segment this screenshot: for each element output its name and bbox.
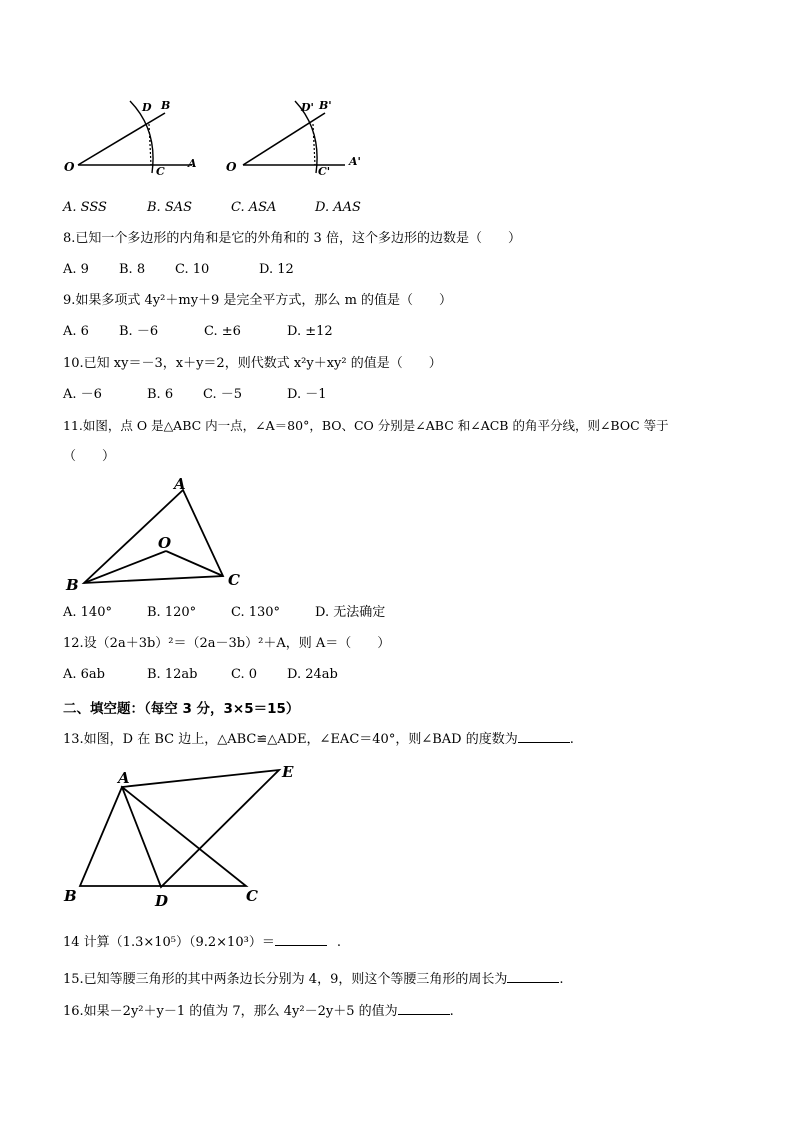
q11-figure xyxy=(62,475,262,595)
label-d: D xyxy=(155,892,169,910)
label-d: D xyxy=(142,101,152,114)
label-c: C xyxy=(156,165,165,178)
q9-option-c: C. ±6 xyxy=(204,324,241,339)
label-b: B xyxy=(161,99,171,112)
triangle-abc xyxy=(84,490,223,583)
q12-text: 12.设（2a＋3b）²＝（2a－3b）²＋A，则 A＝（ ） xyxy=(63,636,391,651)
q8-option-d: D. 12 xyxy=(259,262,294,277)
q16-line xyxy=(63,1002,454,1020)
q7-option-a: A. SSS xyxy=(63,200,107,215)
q9-option-b: B. －6 xyxy=(119,324,159,339)
q15-line xyxy=(63,970,564,988)
q12-option-a: A. 6ab xyxy=(63,667,105,682)
q8-option-b: B. 8 xyxy=(119,262,146,277)
q10-option-b: B. 6 xyxy=(147,387,174,402)
q7-option-d: D. AAS xyxy=(315,200,361,215)
q14-end: . xyxy=(336,935,341,950)
label-c: C xyxy=(228,571,240,589)
q16-answer-blank[interactable] xyxy=(398,1002,450,1015)
label-a: A xyxy=(118,769,130,787)
q9-text: 9.如果多项式 4y²＋my＋9 是完全平方式，那么 m 的值是（ ） xyxy=(63,293,453,308)
q9-option-a: A. 6 xyxy=(63,324,89,339)
label-b: B xyxy=(66,576,79,594)
q16-end: . xyxy=(449,1004,454,1019)
q13-line xyxy=(63,730,574,748)
q11-text-cont: （ ） xyxy=(63,449,116,464)
q15-end: . xyxy=(559,972,564,987)
label-o-prime: O xyxy=(226,160,237,174)
dotted-cd xyxy=(149,124,151,165)
q10-text: 10.已知 xy＝－3，x＋y＝2，则代数式 x²y＋xy² 的值是（ ） xyxy=(63,356,442,371)
q11-option-d: D. 无法确定 xyxy=(315,605,386,620)
segment-bo xyxy=(84,551,166,583)
q16-text: 16.如果－2y²＋y－1 的值为 7，那么 4y²－2y＋5 的值为 xyxy=(63,1004,398,1019)
label-o: O xyxy=(64,160,75,174)
triangle-abc xyxy=(80,787,246,886)
q11-option-b: B. 120° xyxy=(147,605,197,620)
q11-option-c: C. 130° xyxy=(231,605,281,620)
q11-option-a: A. 140° xyxy=(63,605,112,620)
label-a-prime: A' xyxy=(349,155,361,168)
q7-option-c: C. ASA xyxy=(231,200,277,215)
q13-end: . xyxy=(569,732,574,747)
q7-figure xyxy=(60,95,360,185)
label-a: A xyxy=(174,475,186,493)
q13-figure xyxy=(62,762,302,910)
q8-option-c: C. 10 xyxy=(175,262,210,277)
q11-text: 11.如图，点 O 是△ABC 内一点，∠A＝80°，BO、CO 分别是∠ABC 和∠ACB 的角平分线，则∠BOC 等于 xyxy=(63,418,669,433)
q9-option-d: D. ±12 xyxy=(287,324,333,339)
q15-text: 15.已知等腰三角形的其中两条边长分别为 4，9，则这个等腰三角形的周长为 xyxy=(63,972,508,987)
label-d-prime: D' xyxy=(301,101,314,114)
label-c: C xyxy=(246,887,258,905)
label-a: A xyxy=(188,157,197,170)
q10-option-c: C. －5 xyxy=(203,387,243,402)
q12-option-b: B. 12ab xyxy=(147,667,198,682)
segment-co xyxy=(166,551,223,576)
q15-answer-blank[interactable] xyxy=(507,970,559,983)
q7-option-b: B. SAS xyxy=(147,200,193,215)
q14-line xyxy=(63,933,341,951)
ray-ob xyxy=(78,113,165,165)
q12-option-d: D. 24ab xyxy=(287,667,338,682)
section-2-title: 二、填空题：（每空 3 分，3×5＝15） xyxy=(63,701,300,717)
q12-option-c: C. 0 xyxy=(231,667,258,682)
label-c-prime: C' xyxy=(318,165,331,178)
q8-text: 8.已知一个多边形的内角和是它的外角和的 3 倍，这个多边形的边数是（ ） xyxy=(63,231,521,246)
q10-option-d: D. －1 xyxy=(287,387,327,402)
triangle-ade xyxy=(122,770,279,887)
ray-ob-prime xyxy=(243,113,325,165)
label-e: E xyxy=(282,763,294,781)
label-o: O xyxy=(158,534,172,552)
q13-text: 13.如图，D 在 BC 边上，△ABC≌△ADE，∠EAC＝40°，则∠BAD 的度数为 xyxy=(63,732,518,747)
q10-option-a: A. －6 xyxy=(63,387,102,402)
q14-answer-blank[interactable] xyxy=(275,933,327,946)
q13-answer-blank[interactable] xyxy=(518,730,570,743)
label-b: B xyxy=(64,887,77,905)
q14-text: 14 计算（1.3×10⁵）（9.2×10³）＝ xyxy=(63,935,275,950)
label-b-prime: B' xyxy=(319,99,332,112)
q8-option-a: A. 9 xyxy=(63,262,89,277)
